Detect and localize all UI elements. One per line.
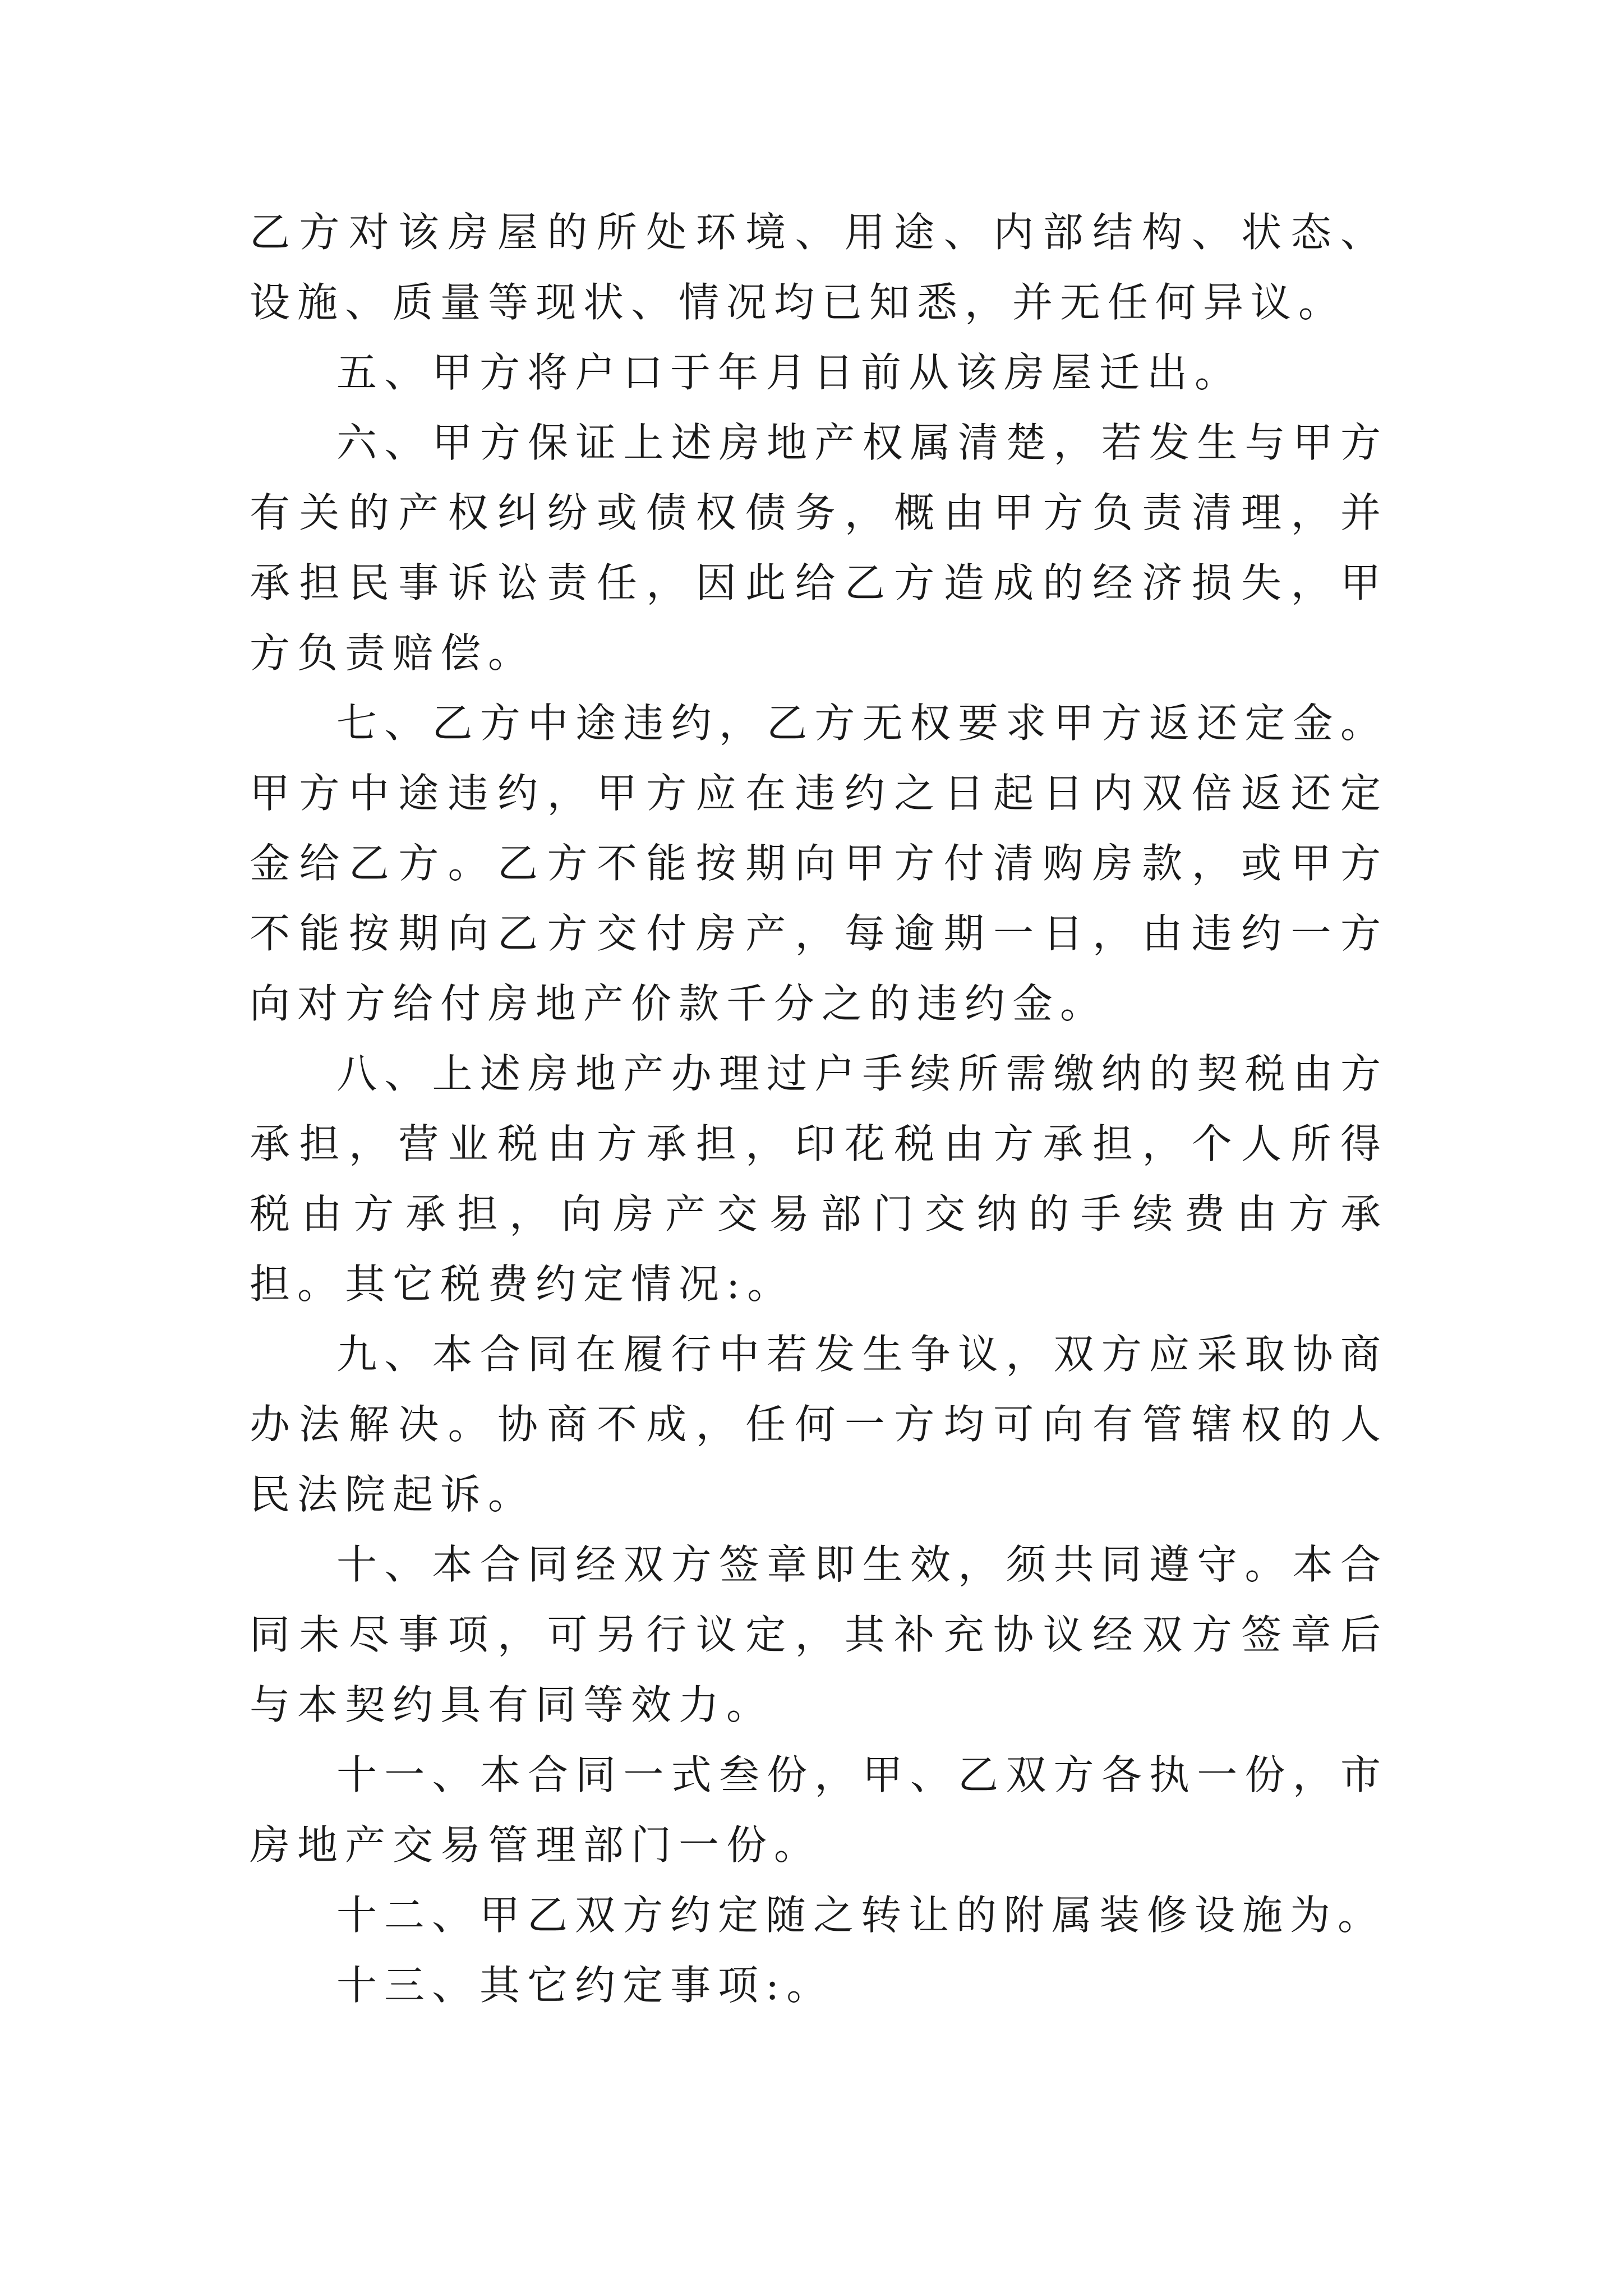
clause-5: 五、甲方将户口于年月日前从该房屋迁出。	[336, 349, 1243, 396]
clause-8: 八、上述房地产办理过户手续所需缴纳的契税由方承担，营业税由方承担，印花税由方承担，个人所得税由方承担，向房产交易部门交纳的手续费由方承担。其它税费约定情况:。	[250, 1050, 1388, 1308]
clause-11: 十一、本合同一式叁份，甲、乙双方各执一份，市房地产交易管理部门一份。	[250, 1751, 1388, 1869]
clause-10: 十、本合同经双方签章即生效，须共同遵守。本合同未尽事项，可另行议定，其补充协议经双方签章后与本契约具有同等效力。	[250, 1541, 1388, 1728]
clause-9: 九、本合同在履行中若发生争议，双方应采取协商办法解决。协商不成，任何一方均可向有管辖权的人民法院起诉。	[250, 1331, 1388, 1518]
clause-12: 十二、甲乙双方约定随之转让的附属装修设施为。	[336, 1892, 1386, 1939]
clause-7: 七、乙方中途违约，乙方无权要求甲方返还定金。甲方中途违约，甲方应在违约之日起日内双倍返还定金给乙方。乙方不能按期向甲方付清购房款，或甲方不能按期向乙方交付房产，每逾期一日，由违约一方向对方给付房地产价款千分之的违约金。	[250, 700, 1388, 1027]
clause-6: 六、甲方保证上述房地产权属清楚，若发生与甲方有关的产权纠纷或债权债务，概由甲方负责清理，并承担民事诉讼责任，因此给乙方造成的经济损失，甲方负责赔偿。	[250, 419, 1388, 677]
contract-body	[250, 197, 1388, 2021]
clause-13: 十三、其它约定事项:。	[336, 1962, 834, 2009]
paragraph-continuation: 乙方对该房屋的所处环境、用途、内部结构、状态、设施、质量等现状、情况均已知悉，并无任何异议。	[250, 209, 1388, 326]
